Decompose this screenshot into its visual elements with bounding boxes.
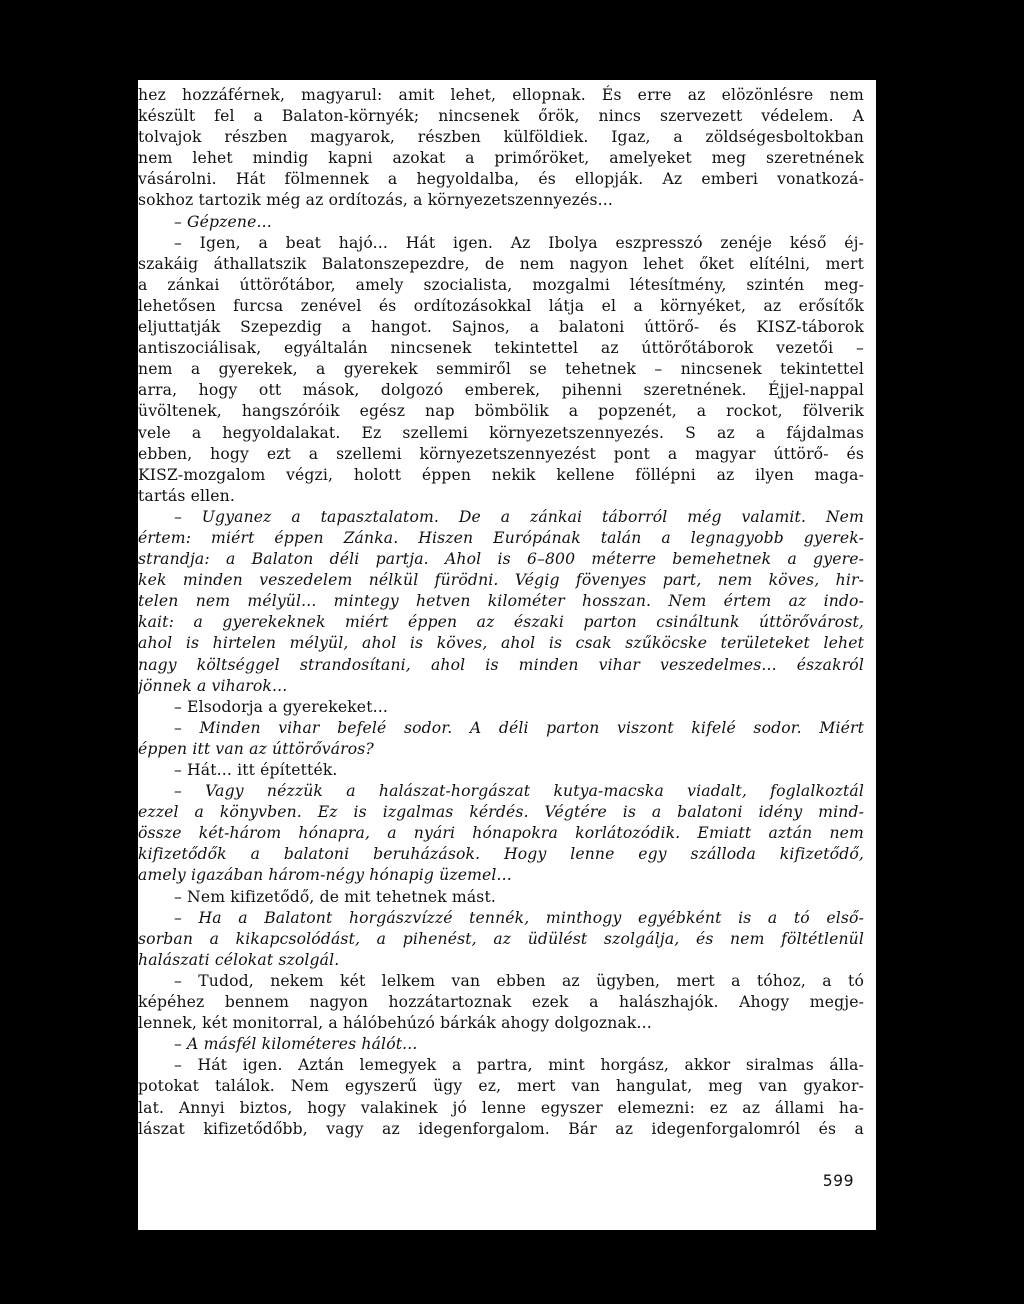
text-line: nem a gyerekek, a gyerekek semmiről se tehetnek – nincsenek tekintettel: [138, 360, 864, 379]
text-line: ezzel a könyvben. Ez is izgalmas kérdés. Végtére is a balatoni idény mind-: [138, 803, 864, 822]
text-line: – Vagy nézzük a halászat-horgászat kutya-macska viadalt, foglalkoztál: [174, 782, 864, 801]
text-line: sokhoz tartozik még az ordítozás, a környezetszennyezés...: [138, 191, 613, 210]
text-line: – Minden vihar befelé sodor. A déli parton viszont kifelé sodor. Miért: [174, 718, 864, 737]
text-line: – A másfél kilométeres hálót...: [174, 1035, 418, 1054]
text-line: amely igazában három-négy hónapig üzemel...: [138, 866, 512, 885]
text-line: nagy költséggel strandosítani, ahol is minden vihar veszedelmes... északról: [138, 655, 864, 674]
text-line: ahol is hirtelen mélyül, ahol is köves, ahol is csak szűköcske területeket lehet: [138, 634, 864, 653]
text-line: strandja: a Balaton déli partja. Ahol is 6–800 méterre bemehetnek a gyere-: [138, 550, 864, 569]
text-line: össze két-három hónapra, a nyári hónapokra korlátozódik. Emiatt aztán nem: [138, 824, 864, 843]
text-line: KISZ-mozgalom végzi, holott éppen nekik kellene föllépni az ilyen maga-: [138, 465, 864, 484]
text-line: tolvajok részben magyarok, részben külföldiek. Igaz, a zöldségesboltokban: [138, 128, 864, 147]
text-line: – Elsodorja a gyerekeket...: [174, 697, 388, 716]
text-line: – Hát igen. Aztán lemegyek a partra, mint horgász, akkor siralmas álla-: [174, 1056, 864, 1075]
text-line: eljuttatják Szepezdig a hangot. Sajnos, a balatoni úttörő- és KISZ-táborok: [138, 318, 864, 337]
text-line: lászat kifizetődőbb, vagy az idegenforgalom. Bár az idegenforgalomról és a: [138, 1119, 864, 1138]
text-line: arra, hogy ott mások, dolgozó emberek, pihenni szeretnének. Éjjel-nappal: [138, 381, 864, 400]
text-line: kifizetődők a balatoni beruházások. Hogy lenne egy szálloda kifizetődő,: [138, 845, 864, 864]
text-line: ebben, hogy ezt a szellemi környezetszennyezést pont a magyar úttörő- és: [138, 444, 864, 463]
text-line: tartás ellen.: [138, 486, 235, 505]
text-line: éppen itt van az úttörőváros?: [138, 739, 374, 758]
text-line: telen nem mélyül... mintegy hetven kilométer hosszan. Nem értem az indo-: [138, 592, 864, 611]
text-line: készült fel a Balaton-környék; nincsenek őrök, nincs szervezett védelem. A: [138, 107, 864, 126]
text-line: halászati célokat szolgál.: [138, 950, 340, 969]
text-line: vele a hegyoldalakat. Ez szellemi környezetszennyezés. S az a fájdalmas: [138, 423, 864, 442]
page-number: 599: [822, 1172, 854, 1190]
text-line: antiszociálisak, egyáltalán nincsenek tekintettel az úttörőtáborok vezetői –: [138, 339, 864, 358]
text-line: lat. Annyi biztos, hogy valakinek jó lenne egyszer elemezni: ez az állami ha-: [138, 1098, 864, 1117]
text-line: lehetősen furcsa zenével és ordítozásokkal látja el a környéket, az erősítők: [138, 296, 864, 315]
text-line: képéhez bennem nagyon hozzátartoznak ezek a halászhajók. Ahogy megje-: [138, 993, 864, 1012]
text-line: üvöltenek, hangszóróik egész nap bömbölik a popzenét, a rockot, fölverik: [138, 402, 864, 421]
book-page: [138, 80, 876, 1230]
text-line: – Gépzene...: [174, 212, 272, 231]
text-line: – Igen, a beat hajó... Hát igen. Az Ibolya eszpresszó zenéje késő éj-: [174, 233, 864, 252]
text-line: jönnek a viharok...: [138, 676, 288, 695]
text-line: kait: a gyerekeknek miért éppen az északi parton csináltunk úttörővárost,: [138, 613, 864, 632]
text-line: nem lehet mindig kapni azokat a primőröket, amelyeket meg szeretnének: [138, 149, 864, 168]
text-line: lennek, két monitorral, a hálóbehúzó bárkák ahogy dolgoznak...: [138, 1014, 652, 1033]
page-body-text: [138, 85, 864, 1140]
text-line: szakáig áthallatszik Balatonszepezdre, de nem nagyon lehet őket elítélni, mert: [138, 254, 864, 273]
text-line: értem: miért éppen Zánka. Hiszen Európának talán a legnagyobb gyerek-: [138, 528, 864, 547]
text-line: hez hozzáférnek, magyarul: amit lehet, ellopnak. És erre az elözönlésre nem: [138, 86, 864, 104]
text-line: – Ugyanez a tapasztalatom. De a zánkai táborról még valamit. Nem: [174, 507, 864, 526]
text-line: – Nem kifizetődő, de mit tehetnek mást.: [174, 887, 496, 906]
text-line: – Tudod, nekem két lelkem van ebben az ügyben, mert a tóhoz, a tó: [174, 971, 864, 990]
text-line: potokat találok. Nem egyszerű ügy ez, mert van hangulat, meg van gyakor-: [138, 1077, 864, 1096]
text-line: a zánkai úttörőtábor, amely szocialista, mozgalmi létesítmény, szintén meg-: [138, 275, 864, 294]
text-line: kek minden veszedelem nélkül fürödni. Végig fövenyes part, nem köves, hir-: [138, 571, 864, 590]
text-line: – Hát... itt építették.: [174, 761, 338, 779]
text-line: – Ha a Balatont horgászvízzé tennék, minthogy egyébként is a tó első-: [174, 908, 864, 927]
text-line: vásárolni. Hát fölmennek a hegyoldalba, és ellopják. Az emberi vonatkozá-: [138, 170, 864, 189]
text-line: sorban a kikapcsolódást, a pihenést, az üdülést szolgálja, és nem föltétlenül: [138, 929, 864, 948]
